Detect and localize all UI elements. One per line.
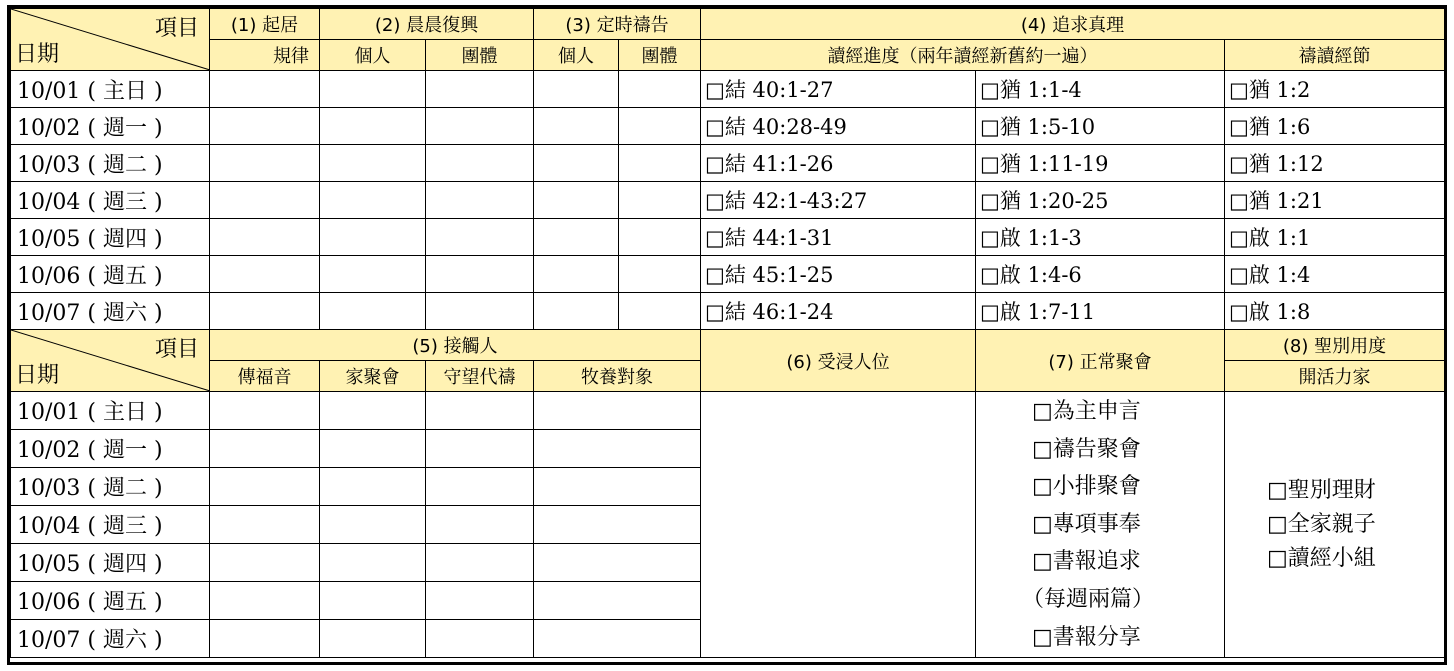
corner-item-label: 項目 bbox=[154, 337, 199, 362]
checklist-table bbox=[10, 8, 1445, 658]
col-consecration-sub: 開活力家 bbox=[1225, 361, 1445, 392]
morning-personal-cell[interactable] bbox=[320, 293, 426, 330]
date-cell: 10/03 ( 週二 ) bbox=[11, 468, 210, 506]
gospel-header: 傳福音 bbox=[210, 361, 320, 392]
home-meeting-cell[interactable] bbox=[320, 468, 426, 506]
routine-cell[interactable] bbox=[210, 219, 320, 256]
morning-group-cell[interactable] bbox=[426, 219, 534, 256]
morning-personal-cell[interactable] bbox=[320, 256, 426, 293]
table-row bbox=[11, 293, 1445, 330]
watch-pray-cell[interactable] bbox=[426, 620, 534, 658]
meeting-option[interactable]: □小排聚會 bbox=[1032, 474, 1141, 500]
reading-progress-header: 讀經進度（兩年讀經新舊約一遍） bbox=[701, 40, 1225, 71]
col-normal-meeting-header: (7) 正常聚會 bbox=[976, 330, 1225, 392]
prayer-verse-cell[interactable]: □猶 1:12 bbox=[1225, 145, 1445, 182]
date-cell: 10/01 ( 主日 ) bbox=[11, 71, 210, 108]
reading-nt-cell[interactable]: □猶 1:20-25 bbox=[976, 182, 1225, 219]
table-row bbox=[11, 108, 1445, 145]
shepherd-cell[interactable] bbox=[534, 544, 701, 582]
prayer-verse-cell[interactable]: □啟 1:1 bbox=[1225, 219, 1445, 256]
watch-pray-cell[interactable] bbox=[426, 506, 534, 544]
date-cell: 10/05 ( 週四 ) bbox=[11, 544, 210, 582]
table-row bbox=[11, 392, 1445, 430]
date-cell: 10/01 ( 主日 ) bbox=[11, 392, 210, 430]
prayer-personal-cell[interactable] bbox=[534, 293, 619, 330]
prayer-group-cell[interactable] bbox=[619, 256, 701, 293]
reading-nt-cell[interactable]: □猶 1:11-19 bbox=[976, 145, 1225, 182]
prayer-verse-cell[interactable]: □啟 1:4 bbox=[1225, 256, 1445, 293]
morning-group-cell[interactable] bbox=[426, 71, 534, 108]
home-meeting-cell[interactable] bbox=[320, 544, 426, 582]
routine-cell[interactable] bbox=[210, 71, 320, 108]
meeting-note: （每週兩篇） bbox=[1022, 586, 1155, 612]
weekly-checklist-sheet bbox=[7, 5, 1447, 665]
watch-pray-cell[interactable] bbox=[426, 430, 534, 468]
prayer-verse-cell[interactable]: □啟 1:8 bbox=[1225, 293, 1445, 330]
prayer-reading-header: 禱讀經節 bbox=[1225, 40, 1445, 71]
consecration-option[interactable]: □聖別理財 bbox=[1267, 477, 1376, 503]
table-row bbox=[11, 219, 1445, 256]
shepherd-cell[interactable] bbox=[534, 430, 701, 468]
col-contact-people-header: (5) 接觸人 bbox=[210, 330, 701, 361]
normal-meeting-list bbox=[976, 392, 1225, 658]
baptism-cell[interactable] bbox=[701, 392, 976, 658]
reading-ot-cell[interactable]: □結 46:1-24 bbox=[701, 293, 976, 330]
consecration-list bbox=[1225, 392, 1445, 658]
date-cell: 10/03 ( 週二 ) bbox=[11, 145, 210, 182]
meeting-option[interactable]: □專項事奉 bbox=[1032, 511, 1141, 537]
table-row bbox=[11, 71, 1445, 108]
date-cell: 10/02 ( 週一 ) bbox=[11, 108, 210, 145]
prayer-group-cell[interactable] bbox=[619, 293, 701, 330]
morning-group-header: 團體 bbox=[426, 40, 534, 71]
shepherd-cell[interactable] bbox=[534, 392, 701, 430]
date-cell: 10/06 ( 週五 ) bbox=[11, 256, 210, 293]
meeting-option[interactable]: □為主申言 bbox=[1032, 399, 1141, 424]
gospel-cell[interactable] bbox=[210, 582, 320, 620]
morning-group-cell[interactable] bbox=[426, 108, 534, 145]
watch-pray-cell[interactable] bbox=[426, 468, 534, 506]
col-baptism-header: (6) 受浸人位 bbox=[701, 330, 976, 392]
reading-nt-cell[interactable]: □啟 1:1-3 bbox=[976, 219, 1225, 256]
consecration-option[interactable]: □全家親子 bbox=[1267, 511, 1376, 537]
reading-nt-cell[interactable]: □猶 1:5-10 bbox=[976, 108, 1225, 145]
corner-cell-top bbox=[11, 9, 210, 71]
date-cell: 10/02 ( 週一 ) bbox=[11, 430, 210, 468]
corner-date-label: 日期 bbox=[15, 42, 60, 67]
gospel-cell[interactable] bbox=[210, 506, 320, 544]
morning-personal-cell[interactable] bbox=[320, 219, 426, 256]
prayer-group-cell[interactable] bbox=[619, 219, 701, 256]
watch-pray-cell[interactable] bbox=[426, 544, 534, 582]
home-meeting-cell[interactable] bbox=[320, 506, 426, 544]
morning-group-cell[interactable] bbox=[426, 182, 534, 219]
home-meeting-header: 家聚會 bbox=[320, 361, 426, 392]
date-cell: 10/05 ( 週四 ) bbox=[11, 219, 210, 256]
home-meeting-cell[interactable] bbox=[320, 582, 426, 620]
table-row bbox=[11, 145, 1445, 182]
home-meeting-cell[interactable] bbox=[320, 620, 426, 658]
gospel-cell[interactable] bbox=[210, 430, 320, 468]
meeting-option[interactable]: □書報分享 bbox=[1032, 624, 1141, 650]
consecration-option[interactable]: □讀經小組 bbox=[1267, 545, 1376, 571]
prayer-personal-cell[interactable] bbox=[534, 71, 619, 108]
reading-ot-cell[interactable]: □結 42:1-43:27 bbox=[701, 182, 976, 219]
morning-personal-cell[interactable] bbox=[320, 71, 426, 108]
morning-group-cell[interactable] bbox=[426, 293, 534, 330]
shepherd-cell[interactable] bbox=[534, 506, 701, 544]
prayer-group-header: 團體 bbox=[619, 40, 701, 71]
routine-cell[interactable] bbox=[210, 182, 320, 219]
shepherd-cell[interactable] bbox=[534, 620, 701, 658]
col-pursue-truth-header: (4) 追求真理 bbox=[701, 9, 1445, 40]
watch-pray-header: 守望代禱 bbox=[426, 361, 534, 392]
gospel-cell[interactable] bbox=[210, 468, 320, 506]
reading-ot-cell[interactable]: □結 45:1-25 bbox=[701, 256, 976, 293]
watch-pray-cell[interactable] bbox=[426, 582, 534, 620]
col-routine-header: (1) 起居 bbox=[210, 9, 320, 40]
prayer-group-cell[interactable] bbox=[619, 108, 701, 145]
reading-ot-cell[interactable]: □結 40:28-49 bbox=[701, 108, 976, 145]
reading-ot-cell[interactable]: □結 41:1-26 bbox=[701, 145, 976, 182]
morning-group-cell[interactable] bbox=[426, 145, 534, 182]
date-cell: 10/06 ( 週五 ) bbox=[11, 582, 210, 620]
corner-item-label: 項目 bbox=[154, 16, 199, 41]
prayer-personal-cell[interactable] bbox=[534, 256, 619, 293]
prayer-personal-cell[interactable] bbox=[534, 182, 619, 219]
reading-nt-cell[interactable]: □啟 1:4-6 bbox=[976, 256, 1225, 293]
routine-cell[interactable] bbox=[210, 145, 320, 182]
routine-cell[interactable] bbox=[210, 293, 320, 330]
prayer-personal-cell[interactable] bbox=[534, 108, 619, 145]
prayer-group-cell[interactable] bbox=[619, 182, 701, 219]
date-cell: 10/04 ( 週三 ) bbox=[11, 182, 210, 219]
reading-ot-cell[interactable]: □結 40:1-27 bbox=[701, 71, 976, 108]
watch-pray-cell[interactable] bbox=[426, 392, 534, 430]
col-routine-sub: 規律 bbox=[210, 40, 320, 71]
prayer-verse-cell[interactable]: □猶 1:2 bbox=[1225, 71, 1445, 108]
gospel-cell[interactable] bbox=[210, 544, 320, 582]
prayer-verse-cell[interactable]: □猶 1:6 bbox=[1225, 108, 1445, 145]
meeting-option[interactable]: □書報追求 bbox=[1032, 549, 1141, 575]
gospel-cell[interactable] bbox=[210, 620, 320, 658]
prayer-personal-cell[interactable] bbox=[534, 219, 619, 256]
morning-group-cell[interactable] bbox=[426, 256, 534, 293]
col-consecration-header: (8) 聖別用度 bbox=[1225, 330, 1445, 361]
morning-personal-cell[interactable] bbox=[320, 108, 426, 145]
prayer-verse-cell[interactable]: □猶 1:21 bbox=[1225, 182, 1445, 219]
date-cell: 10/07 ( 週六 ) bbox=[11, 620, 210, 658]
shepherd-header: 牧養對象 bbox=[534, 361, 701, 392]
prayer-personal-cell[interactable] bbox=[534, 145, 619, 182]
routine-cell[interactable] bbox=[210, 108, 320, 145]
corner-date-label: 日期 bbox=[15, 363, 60, 388]
shepherd-cell[interactable] bbox=[534, 582, 701, 620]
prayer-personal-header: 個人 bbox=[534, 40, 619, 71]
meeting-option[interactable]: □禱告聚會 bbox=[1032, 436, 1141, 462]
gospel-cell[interactable] bbox=[210, 392, 320, 430]
table-row bbox=[11, 182, 1445, 219]
routine-cell[interactable] bbox=[210, 256, 320, 293]
home-meeting-cell[interactable] bbox=[320, 392, 426, 430]
col-scheduled-prayer-header: (3) 定時禱告 bbox=[534, 9, 701, 40]
prayer-group-cell[interactable] bbox=[619, 145, 701, 182]
prayer-group-cell[interactable] bbox=[619, 71, 701, 108]
date-cell: 10/07 ( 週六 ) bbox=[11, 293, 210, 330]
home-meeting-cell[interactable] bbox=[320, 430, 426, 468]
morning-personal-cell[interactable] bbox=[320, 182, 426, 219]
reading-nt-cell[interactable]: □啟 1:7-11 bbox=[976, 293, 1225, 330]
reading-nt-cell[interactable]: □猶 1:1-4 bbox=[976, 71, 1225, 108]
table-row bbox=[11, 256, 1445, 293]
reading-ot-cell[interactable]: □結 44:1-31 bbox=[701, 219, 976, 256]
col-morning-revival-header: (2) 晨晨復興 bbox=[320, 9, 534, 40]
morning-personal-cell[interactable] bbox=[320, 145, 426, 182]
corner-cell-bottom bbox=[11, 330, 210, 392]
shepherd-cell[interactable] bbox=[534, 468, 701, 506]
morning-personal-header: 個人 bbox=[320, 40, 426, 71]
date-cell: 10/04 ( 週三 ) bbox=[11, 506, 210, 544]
